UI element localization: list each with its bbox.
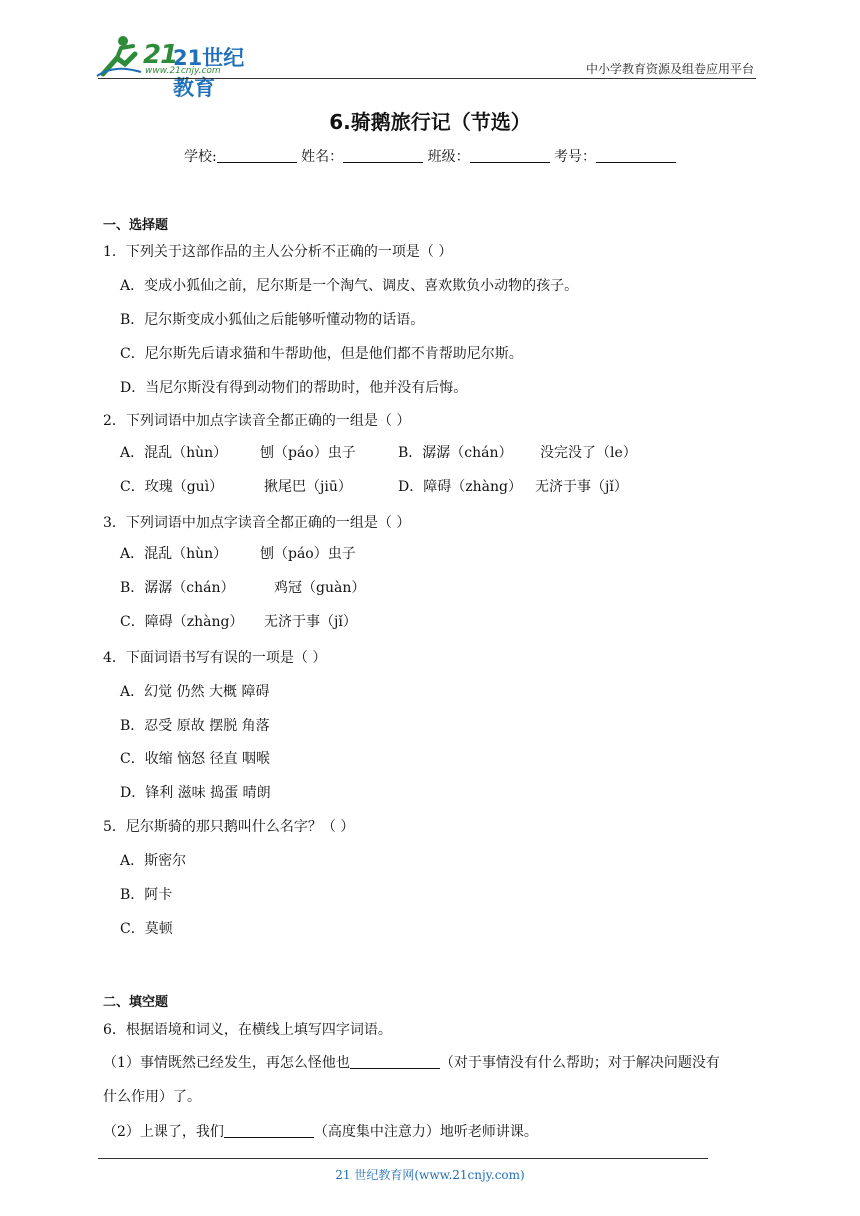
- question-2-option-a-word2: 刨（páo）虫子: [260, 445, 356, 461]
- question-3-option-a-word2: 刨（páo）虫子: [260, 546, 356, 562]
- section-heading-choice: 一、选择题: [103, 218, 169, 233]
- question-1-option-c: C．尼尔斯先后请求猫和牛帮助他，但是他们都不肯帮助尼尔斯。: [120, 346, 523, 362]
- question-6-part-1-blank[interactable]: [350, 1054, 440, 1069]
- question-5-option-a: A．斯密尔: [120, 853, 187, 869]
- site-logo: [95, 34, 265, 100]
- class-blank: [470, 148, 550, 163]
- question-6-part-1-text-a: （1）事情既然已经发生，再怎么怪他也: [103, 1055, 350, 1071]
- name-label: 姓名：: [301, 149, 344, 165]
- question-1-stem: 1．下列关于这部作品的主人公分析不正确的一项是（ ）: [103, 244, 453, 260]
- question-6-part-1-continued: 什么作用）了。: [103, 1089, 201, 1105]
- question-5-option-b: B．阿卡: [120, 887, 173, 903]
- question-6-part-2: [103, 1121, 538, 1141]
- school-blank: [217, 148, 297, 163]
- question-5-stem: 5．尼尔斯骑的那只鹅叫什么名字？（ ）: [103, 819, 355, 835]
- footer-text: 21 世纪教育网(www.21cnjy.com): [335, 1168, 525, 1182]
- question-6-part-2-text-b: （高度集中注意力）地听老师讲课。: [313, 1124, 538, 1140]
- class-label: 班级：: [427, 149, 470, 165]
- question-2-option-b-word1: B．潺潺（chán）: [398, 445, 513, 461]
- question-4-option-d: D．锋利 滋味 捣蛋 晴朗: [120, 785, 271, 801]
- question-3-option-a-word1: A．混乱（hùn）: [120, 546, 228, 562]
- question-2-stem: 2．下列词语中加点字读音全都正确的一组是（ ）: [103, 413, 411, 429]
- logo-url: www.21cnjy.com: [145, 66, 221, 76]
- question-4-option-b: B．忍受 原故 摆脱 角落: [120, 718, 270, 734]
- school-label: 学校:: [183, 149, 217, 165]
- question-5-option-c: C．莫顿: [120, 921, 173, 937]
- question-3-option-b-word2: 鸡冠（guàn）: [274, 580, 366, 596]
- question-2-option-a-word1: A．混乱（hùn）: [120, 445, 228, 461]
- question-6-part-2-text-a: （2）上课了，我们: [103, 1124, 224, 1140]
- footer-divider: [98, 1158, 708, 1159]
- page-title: 6.骑鹅旅行记（节选）: [329, 110, 531, 134]
- question-1-option-d: D．当尼尔斯没有得到动物们的帮助时，他并没有后悔。: [120, 380, 468, 396]
- logo-number: 21: [143, 40, 178, 70]
- question-6-part-1-text-b: （对于事情没有什么帮助；对于解决问题没有: [439, 1055, 720, 1071]
- logo-text: 21世纪教育: [173, 46, 245, 100]
- question-3-option-b-word1: B．潺潺（chán）: [120, 580, 235, 596]
- question-1-option-a: A．变成小狐仙之前，尼尔斯是一个淘气、调皮、喜欢欺负小动物的孩子。: [120, 278, 579, 294]
- question-2-option-b-word2: 没完没了（le）: [540, 445, 637, 461]
- question-3-option-c-word2: 无济于事（jǐ）: [264, 614, 357, 630]
- question-6-part-1: [103, 1052, 720, 1072]
- question-3-option-c-word1: C．障碍（zhàng）: [120, 614, 244, 630]
- question-4-option-a: A．幻觉 仍然 大概 障碍: [120, 684, 270, 700]
- runner-icon: [95, 34, 145, 78]
- question-4-option-c: C．收缩 恼怒 径直 咽喉: [120, 751, 271, 767]
- question-2-option-d-word1: D．障碍（zhàng）: [398, 479, 522, 495]
- name-blank: [343, 148, 423, 163]
- question-2-option-c-word2: 揪尾巴（jiū）: [264, 479, 352, 495]
- question-2-option-c-word1: C．玫瑰（guì）: [120, 479, 224, 495]
- question-6-stem: 6．根据语境和词义，在横线上填写四字词语。: [103, 1022, 392, 1038]
- platform-name: 中小学教育资源及组卷应用平台: [585, 62, 754, 76]
- section-heading-fill: 二、填空题: [103, 995, 169, 1010]
- header-divider: [98, 78, 756, 79]
- question-4-stem: 4．下面词语书写有误的一项是（ ）: [103, 650, 327, 666]
- exam-no-label: 考号：: [554, 149, 597, 165]
- student-info: [0, 146, 860, 166]
- exam-no-blank: [596, 148, 676, 163]
- question-2-option-d-word2: 无济于事（jǐ）: [535, 479, 628, 495]
- question-6-part-2-blank[interactable]: [224, 1123, 314, 1138]
- question-1-option-b: B．尼尔斯变成小狐仙之后能够听懂动物的话语。: [120, 312, 425, 328]
- question-3-stem: 3．下列词语中加点字读音全都正确的一组是（ ）: [103, 515, 411, 531]
